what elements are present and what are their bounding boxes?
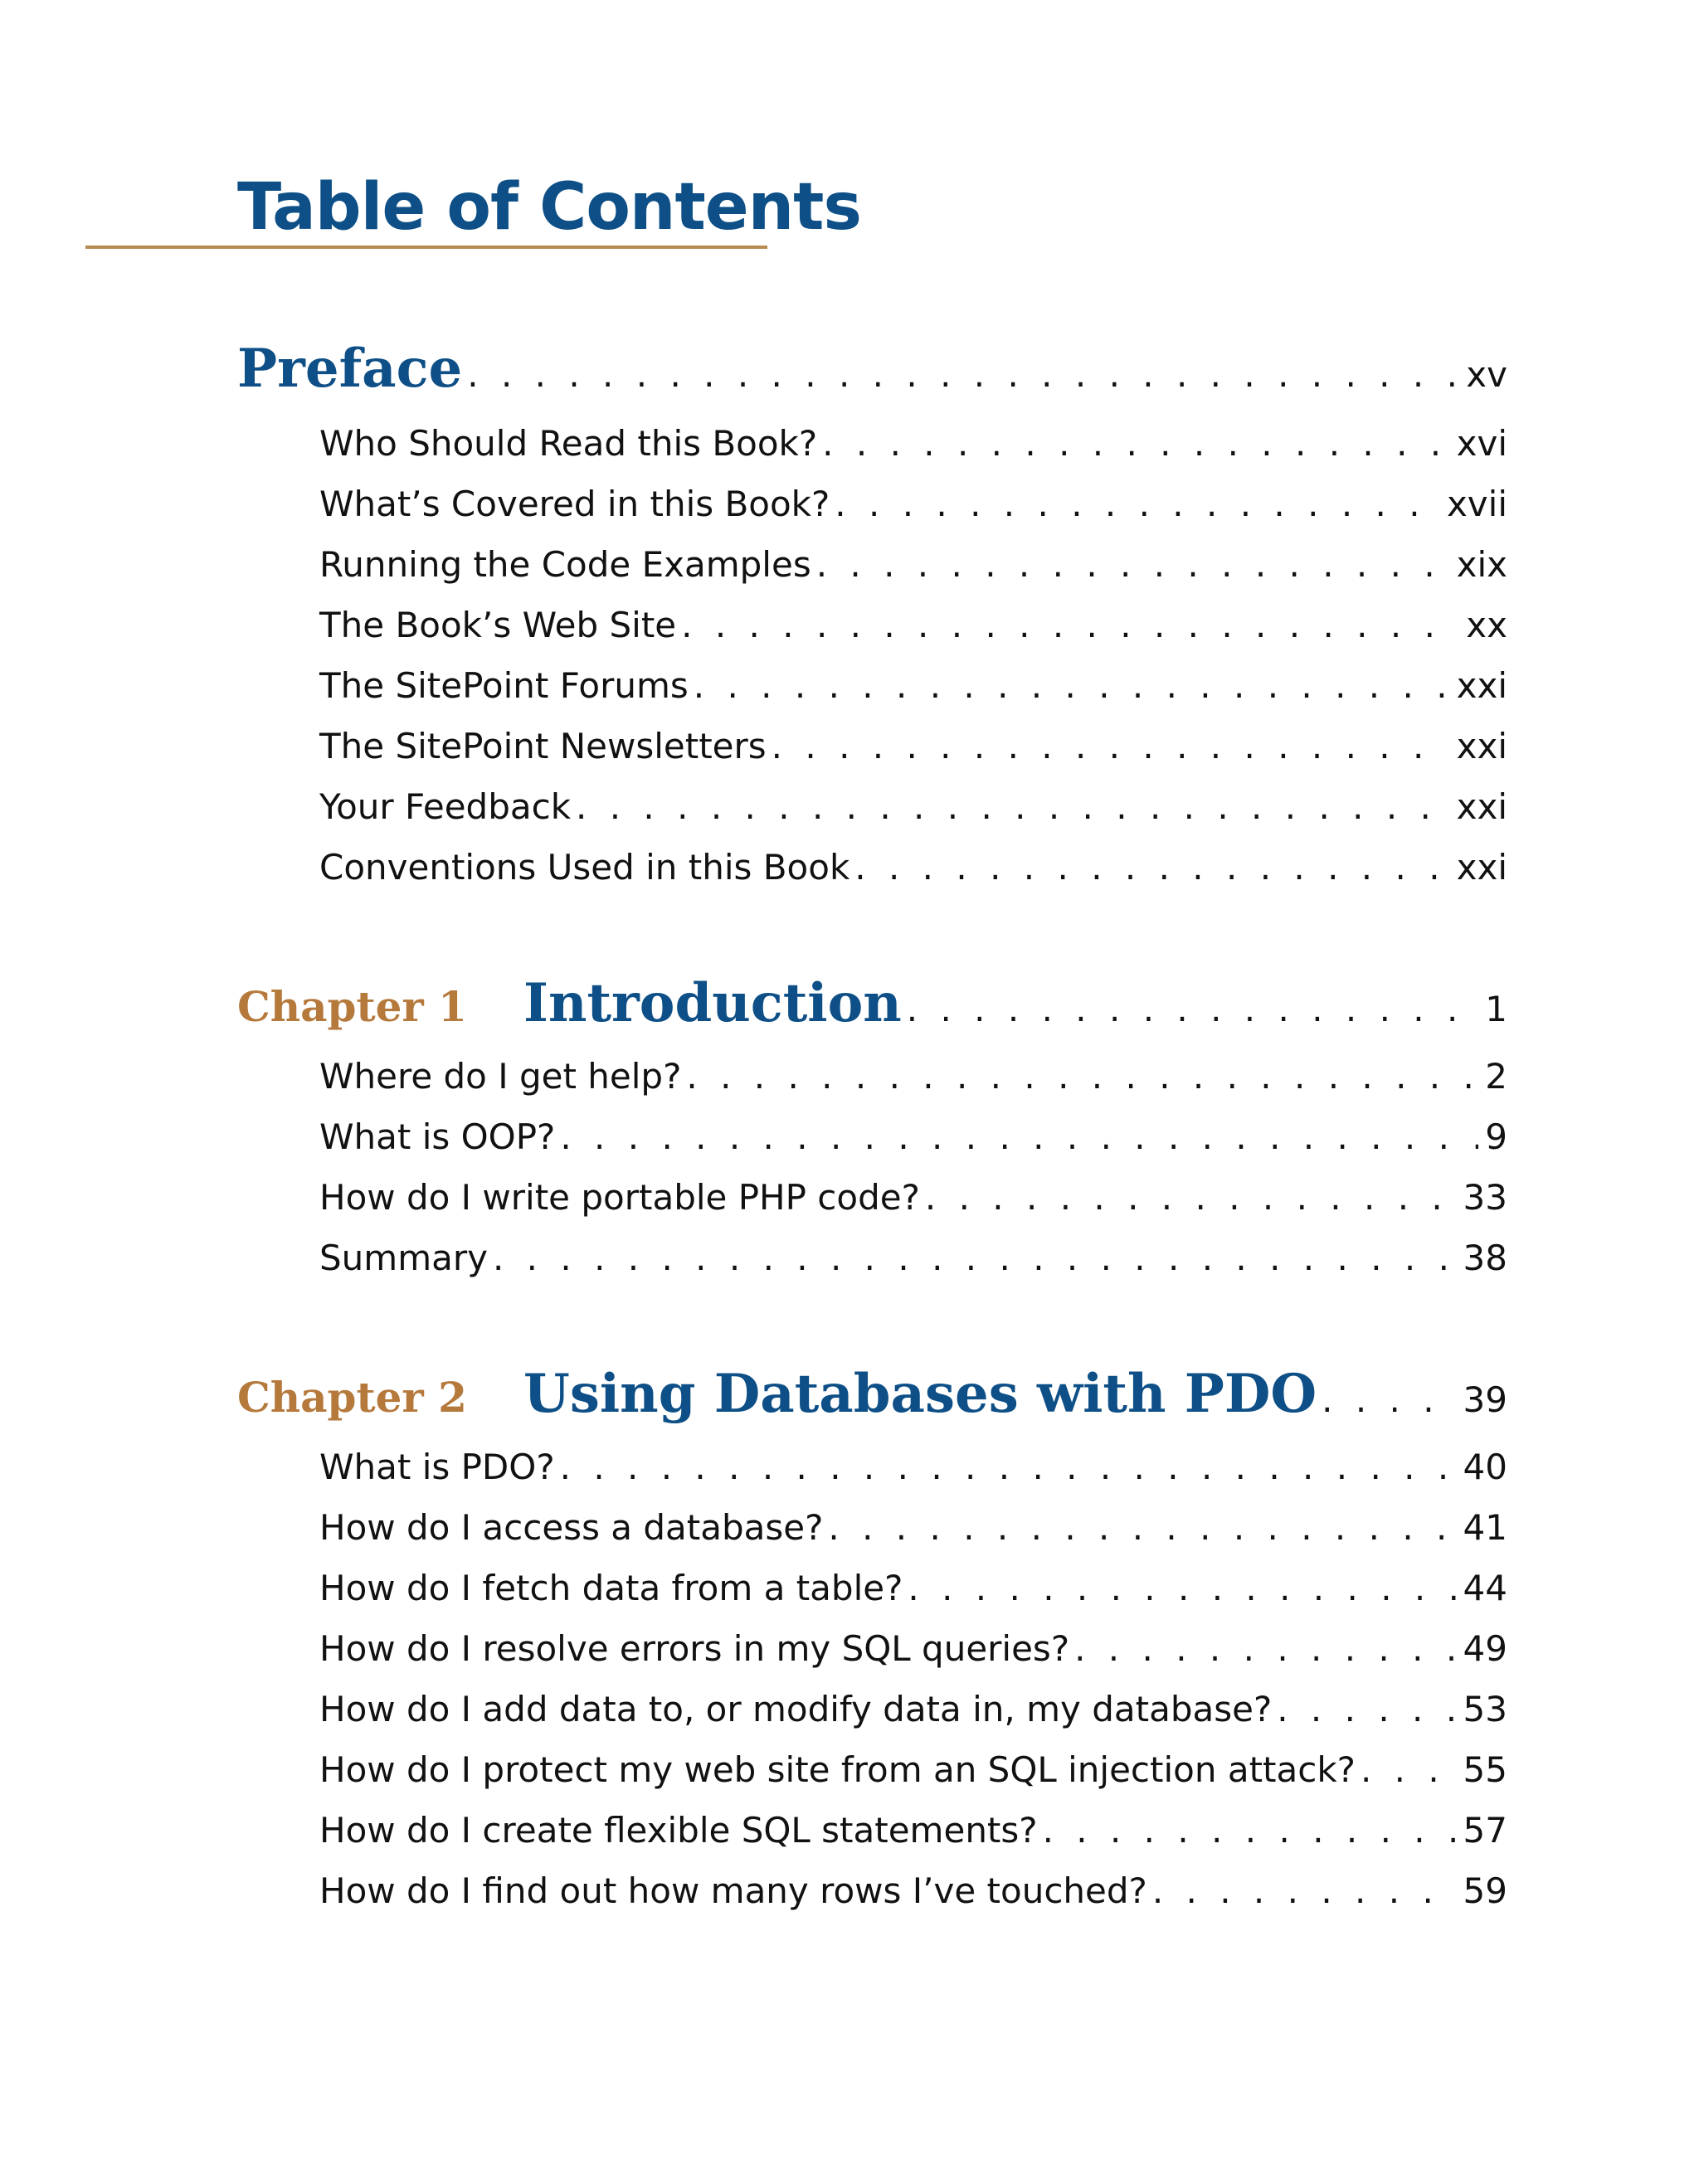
entry-label: How do I fetch data from a table? — [319, 1568, 903, 1608]
page-number: 2 — [1485, 1056, 1507, 1097]
dot-leader — [1322, 1363, 1456, 1437]
toc-entry[interactable] — [319, 1624, 1507, 1674]
dot-leader — [835, 479, 1440, 529]
page-number: 41 — [1463, 1507, 1507, 1548]
dot-leader — [907, 972, 1478, 1047]
page-number: xv — [1466, 354, 1507, 395]
toc-entry[interactable] — [319, 843, 1507, 893]
page-number: 53 — [1463, 1689, 1507, 1729]
page-number: 49 — [1463, 1628, 1507, 1669]
entry-label: How do I add data to, or modify data in, my database? — [319, 1689, 1273, 1729]
chapter-title: Introduction — [523, 972, 902, 1034]
toc-entry[interactable] — [319, 601, 1507, 650]
toc-entry[interactable] — [319, 1112, 1507, 1162]
page-number: xvii — [1446, 484, 1507, 524]
entry-label: How do I resolve errors in my SQL queries? — [319, 1628, 1070, 1669]
page-title: Table of Contents — [237, 170, 861, 245]
toc-entry[interactable] — [319, 1503, 1507, 1553]
toc-entry[interactable] — [319, 1173, 1507, 1223]
entry-label: How do I access a database? — [319, 1507, 824, 1548]
page-number: 55 — [1463, 1749, 1507, 1790]
entry-label: What’s Covered in this Book? — [319, 484, 830, 524]
entry-label: How do I find out how many rows I’ve touched? — [319, 1870, 1147, 1911]
page-number: 1 — [1485, 989, 1507, 1029]
toc-entry[interactable] — [319, 661, 1507, 711]
section-title: Preface — [237, 338, 463, 400]
entry-label: The SitePoint Forums — [319, 665, 689, 706]
page-number: 57 — [1463, 1810, 1507, 1851]
entry-label: Where do I get help? — [319, 1056, 682, 1097]
dot-leader — [1277, 1685, 1456, 1734]
page-number: 9 — [1485, 1116, 1507, 1157]
title-underline — [85, 246, 767, 249]
toc-entry[interactable] — [319, 479, 1507, 529]
entry-label: Your Feedback — [319, 786, 572, 827]
page-number: xvi — [1456, 423, 1507, 464]
dot-leader — [822, 419, 1449, 469]
toc-entry[interactable] — [319, 419, 1507, 469]
dot-leader — [772, 722, 1450, 771]
dot-leader — [686, 1052, 1478, 1102]
dot-leader — [1074, 1624, 1456, 1674]
dot-leader — [493, 1233, 1457, 1283]
toc-entry[interactable] — [319, 722, 1507, 771]
page-number: xxi — [1456, 665, 1507, 706]
dot-leader — [560, 1112, 1478, 1162]
page-number: 33 — [1463, 1177, 1507, 1218]
toc-entry[interactable] — [319, 782, 1507, 832]
dot-leader — [560, 1442, 1457, 1492]
page-number: 59 — [1463, 1870, 1507, 1911]
entry-label: How do I protect my web site from an SQL injection attack? — [319, 1749, 1356, 1790]
entry-label: How do I write portable PHP code? — [319, 1177, 920, 1218]
entry-label: Running the Code Examples — [319, 544, 811, 585]
page-number: 38 — [1463, 1238, 1507, 1278]
entry-label: The SitePoint Newsletters — [319, 726, 767, 766]
chapter-title: Using Databases with PDO — [523, 1363, 1317, 1425]
dot-leader — [681, 601, 1459, 650]
toc-entry[interactable] — [319, 1745, 1507, 1795]
toc-entry[interactable] — [319, 1685, 1507, 1734]
entry-label: How do I create flexible SQL statements? — [319, 1810, 1038, 1851]
page-number: 40 — [1463, 1447, 1507, 1487]
toc-chapter-2[interactable] — [237, 1357, 1507, 1432]
page-number: xx — [1466, 605, 1507, 645]
toc-entry[interactable] — [319, 1052, 1507, 1102]
toc-entry[interactable] — [319, 1233, 1507, 1283]
dot-leader — [816, 540, 1450, 590]
toc-entry[interactable] — [319, 1564, 1507, 1613]
page-number: xxi — [1456, 726, 1507, 766]
dot-leader — [925, 1173, 1457, 1223]
dot-leader — [1152, 1866, 1457, 1916]
entry-label: Summary — [319, 1238, 488, 1278]
entry-label: Who Should Read this Book? — [319, 423, 818, 464]
entry-label: What is PDO? — [319, 1447, 555, 1487]
dot-leader — [854, 843, 1449, 893]
dot-leader — [1043, 1806, 1457, 1856]
entry-label: What is OOP? — [319, 1116, 556, 1157]
toc-entry[interactable] — [319, 540, 1507, 590]
page-number: xxi — [1456, 847, 1507, 888]
dot-leader — [828, 1503, 1456, 1553]
dot-leader — [908, 1564, 1456, 1613]
chapter-number: Chapter 2 — [237, 1373, 467, 1422]
entry-label: Conventions Used in this Book — [319, 847, 850, 888]
toc-entry[interactable] — [319, 1442, 1507, 1492]
dot-leader — [467, 338, 1459, 412]
dot-leader — [576, 782, 1450, 832]
page-number: 44 — [1463, 1568, 1507, 1608]
toc-section-preface[interactable] — [237, 332, 1507, 406]
chapter-number: Chapter 1 — [237, 982, 467, 1031]
toc-entry[interactable] — [319, 1806, 1507, 1856]
page-number: xix — [1456, 544, 1507, 585]
entry-label: The Book’s Web Site — [319, 605, 677, 645]
page-number: xxi — [1456, 786, 1507, 827]
toc-entry[interactable] — [319, 1866, 1507, 1916]
dot-leader — [1361, 1745, 1457, 1795]
page-number: 39 — [1463, 1379, 1507, 1420]
toc-chapter-1[interactable] — [237, 966, 1507, 1041]
dot-leader — [694, 661, 1450, 711]
